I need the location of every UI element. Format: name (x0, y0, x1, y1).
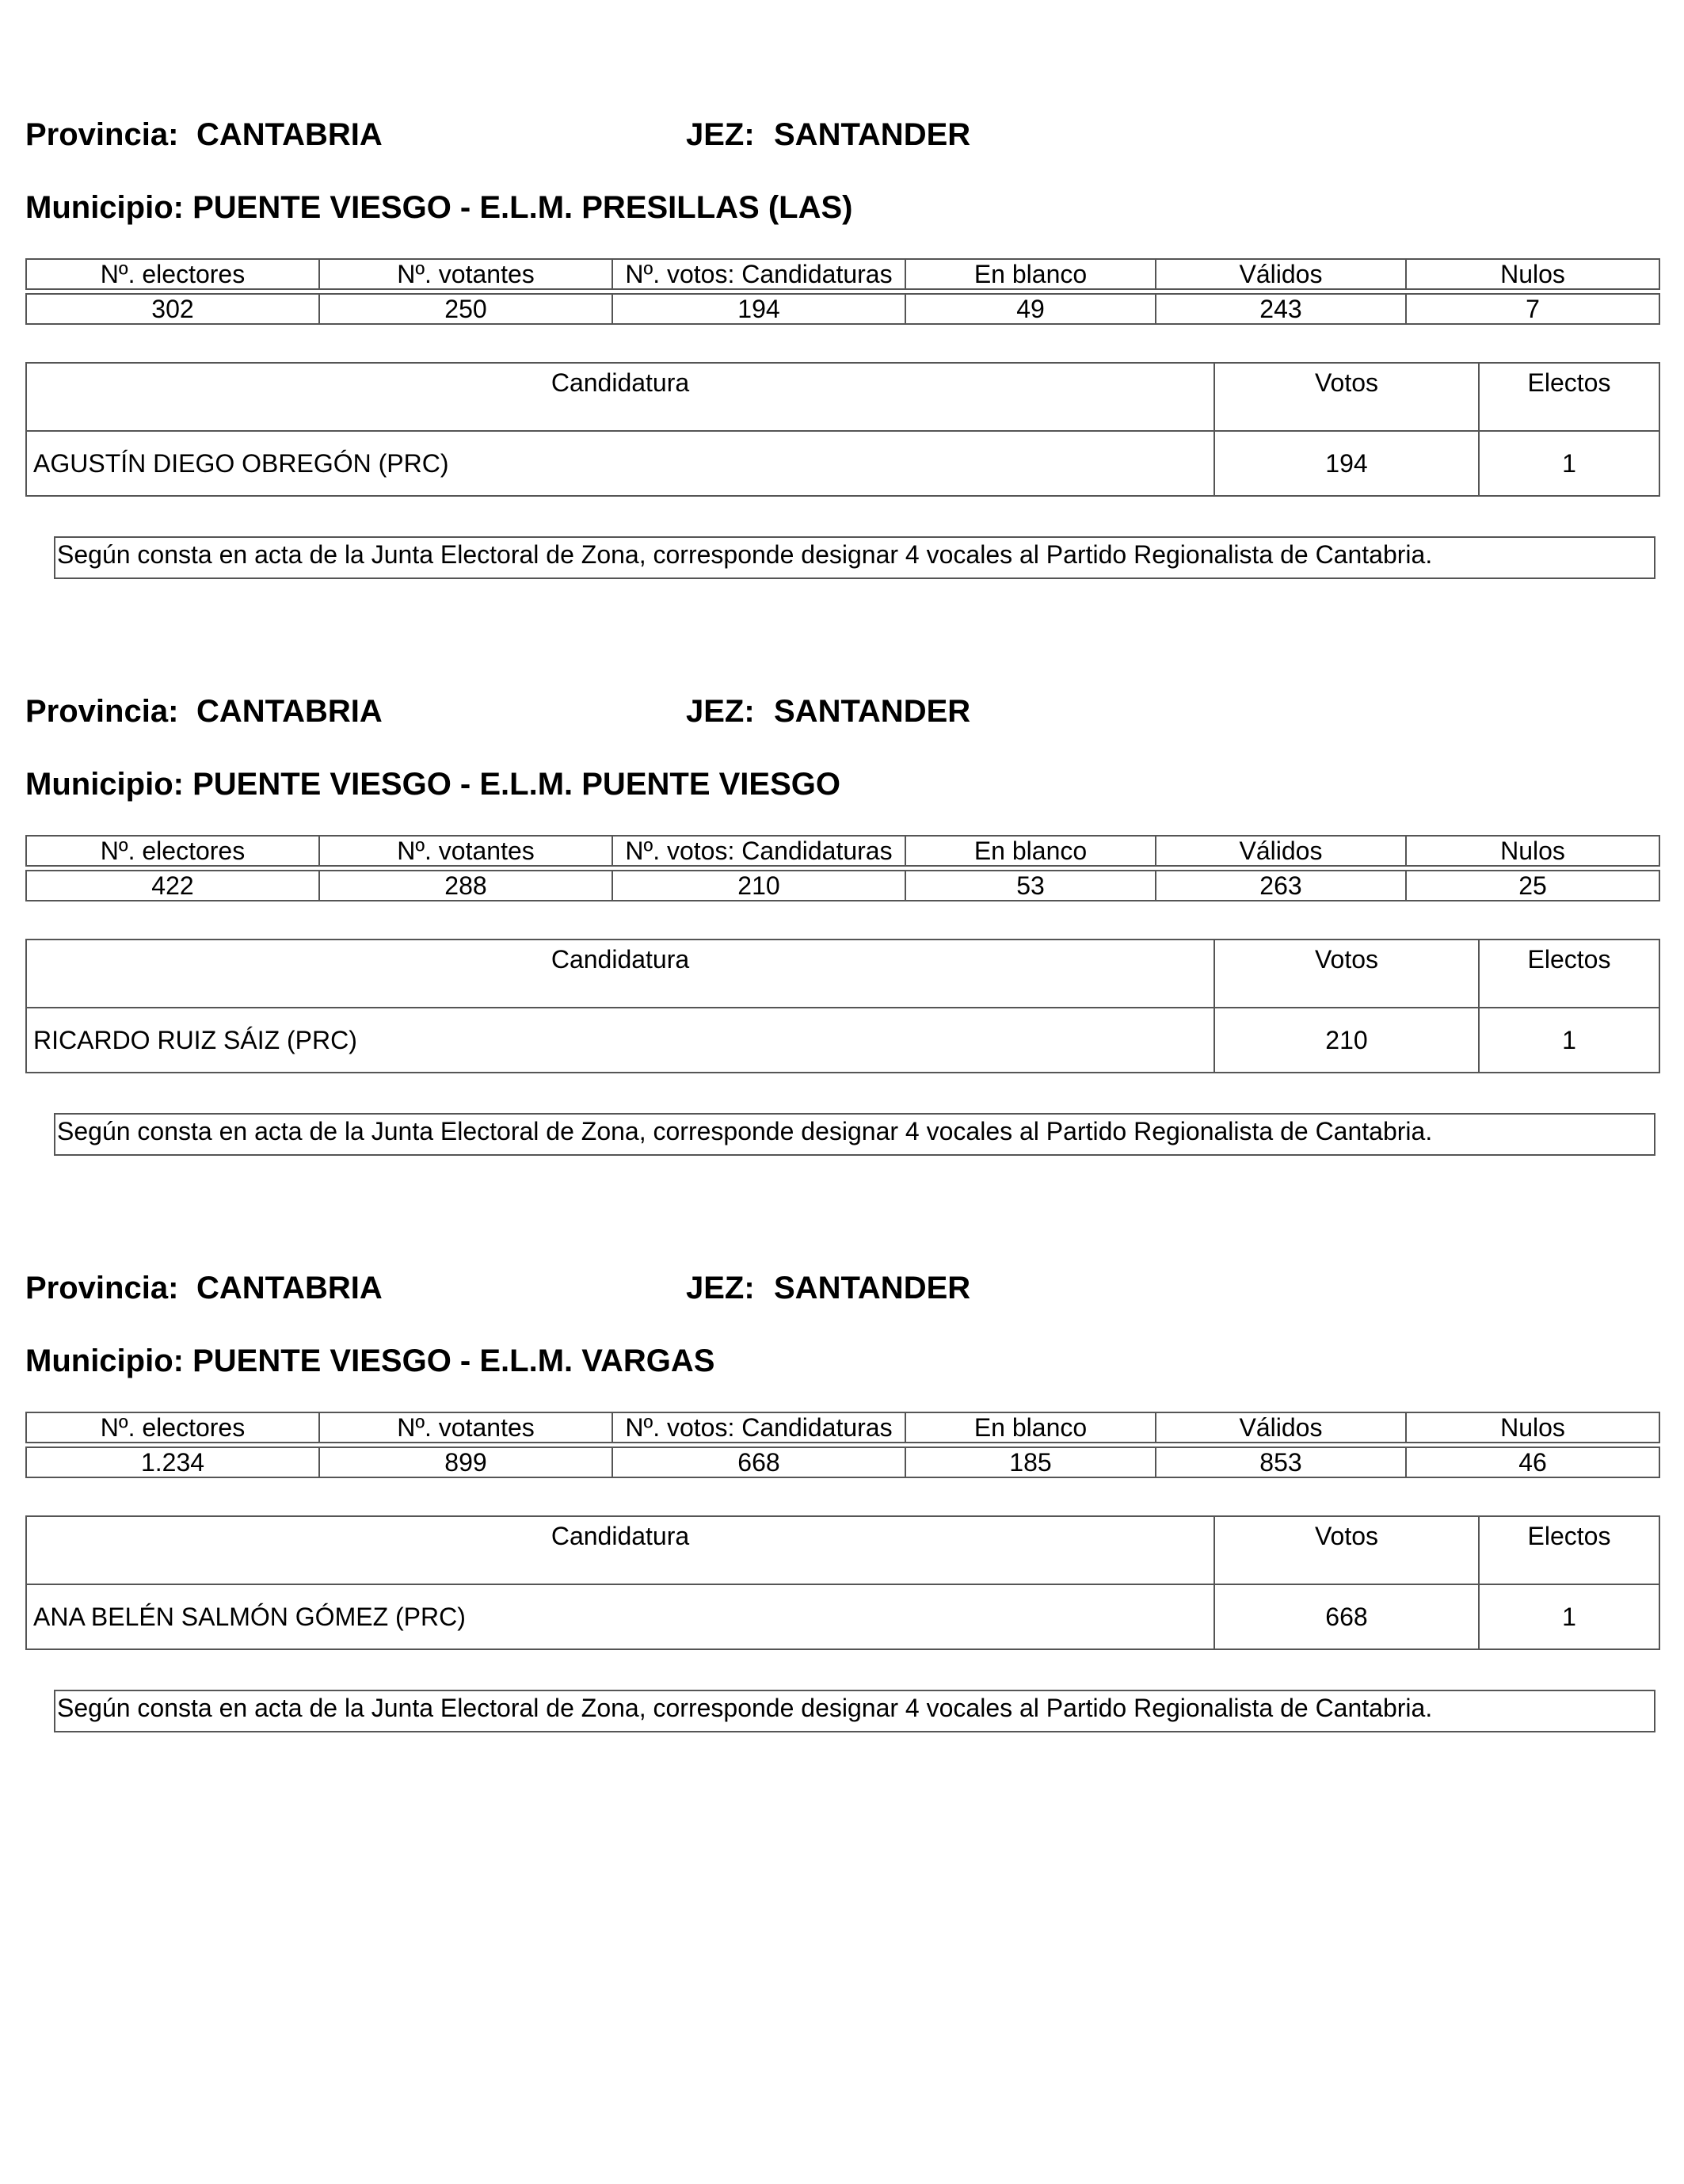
value-validos: 243 (1156, 294, 1406, 324)
header-electos: Electos (1479, 363, 1659, 431)
stats-table (25, 1412, 1660, 1478)
header-votos-candidaturas: Nº. votos: Candidaturas (612, 259, 905, 289)
jez-label: JEZ: (686, 117, 755, 152)
results-section (0, 0, 1684, 569)
header-votos-candidaturas: Nº. votos: Candidaturas (612, 836, 905, 866)
provincia-value: CANTABRIA (196, 694, 383, 729)
jez-value: SANTANDER (774, 117, 971, 152)
value-validos: 263 (1156, 871, 1406, 901)
header-votos-candidaturas: Nº. votos: Candidaturas (612, 1412, 905, 1443)
value-electores: 1.234 (26, 1447, 319, 1477)
value-nulos: 46 (1406, 1447, 1659, 1477)
candidatura-table (25, 362, 1660, 497)
value-votos-candidaturas: 194 (612, 294, 905, 324)
value-en-blanco: 53 (905, 871, 1156, 901)
header-votos: Votos (1214, 363, 1479, 431)
candidatura-electos: 1 (1479, 1008, 1659, 1073)
value-nulos: 7 (1406, 294, 1659, 324)
table-row (26, 1008, 1659, 1073)
value-electores: 302 (26, 294, 319, 324)
header-electores: Nº. electores (26, 259, 319, 289)
jez-label: JEZ: (686, 1271, 755, 1305)
acta-note: Según consta en acta de la Junta Electoral de Zona, corresponde designar 4 vocales al Partido Regionalista de Cantabria. (54, 1113, 1655, 1156)
value-nulos: 25 (1406, 871, 1659, 901)
table-row (26, 1584, 1659, 1649)
header-en-blanco: En blanco (905, 836, 1156, 866)
header-votantes: Nº. votantes (319, 836, 612, 866)
value-votos-candidaturas: 668 (612, 1447, 905, 1477)
jez-label: JEZ: (686, 694, 755, 729)
value-validos: 853 (1156, 1447, 1406, 1477)
header-electores: Nº. electores (26, 836, 319, 866)
header-candidatura: Candidatura (26, 1516, 1214, 1584)
municipio-title: Municipio: PUENTE VIESGO - E.L.M. PUENTE VIESGO (25, 767, 840, 802)
provincia-label: Provincia: (25, 117, 179, 152)
stats-value-row (26, 871, 1659, 901)
header-votantes: Nº. votantes (319, 259, 612, 289)
jez-value: SANTANDER (774, 1271, 971, 1305)
header-electos: Electos (1479, 940, 1659, 1008)
value-votantes: 288 (319, 871, 612, 901)
header-validos: Válidos (1156, 259, 1406, 289)
stats-value-row (26, 294, 1659, 324)
provincia-label: Provincia: (25, 694, 179, 729)
value-electores: 422 (26, 871, 319, 901)
header-votos: Votos (1214, 940, 1479, 1008)
header-electores: Nº. electores (26, 1412, 319, 1443)
provincia-value: CANTABRIA (196, 117, 383, 152)
candidatura-header-row (26, 940, 1659, 1008)
table-row (26, 431, 1659, 496)
municipio-title: Municipio: PUENTE VIESGO - E.L.M. PRESILLAS (LAS) (25, 190, 853, 225)
candidatura-name: AGUSTÍN DIEGO OBREGÓN (PRC) (26, 431, 1214, 496)
stats-header-row (26, 1412, 1659, 1443)
header-validos: Válidos (1156, 1412, 1406, 1443)
value-en-blanco: 49 (905, 294, 1156, 324)
candidatura-electos: 1 (1479, 1584, 1659, 1649)
jez-value: SANTANDER (774, 694, 971, 729)
municipio-title: Municipio: PUENTE VIESGO - E.L.M. VARGAS (25, 1344, 715, 1378)
header-candidatura: Candidatura (26, 940, 1214, 1008)
candidatura-votos: 668 (1214, 1584, 1479, 1649)
header-nulos: Nulos (1406, 1412, 1659, 1443)
header-electos: Electos (1479, 1516, 1659, 1584)
candidatura-header-row (26, 1516, 1659, 1584)
candidatura-name: RICARDO RUIZ SÁIZ (PRC) (26, 1008, 1214, 1073)
candidatura-header-row (26, 363, 1659, 431)
stats-table (25, 258, 1660, 325)
stats-value-row (26, 1447, 1659, 1477)
provincia-value: CANTABRIA (196, 1271, 383, 1305)
value-votos-candidaturas: 210 (612, 871, 905, 901)
acta-note: Según consta en acta de la Junta Electoral de Zona, corresponde designar 4 vocales al Partido Regionalista de Cantabria. (54, 536, 1655, 579)
header-nulos: Nulos (1406, 836, 1659, 866)
header-validos: Válidos (1156, 836, 1406, 866)
candidatura-votos: 210 (1214, 1008, 1479, 1073)
results-section (0, 577, 1684, 1145)
candidatura-electos: 1 (1479, 431, 1659, 496)
header-votos: Votos (1214, 1516, 1479, 1584)
provincia-label: Provincia: (25, 1271, 179, 1305)
results-section (0, 1153, 1684, 1722)
candidatura-table (25, 939, 1660, 1073)
value-votantes: 250 (319, 294, 612, 324)
candidatura-table (25, 1515, 1660, 1650)
header-en-blanco: En blanco (905, 259, 1156, 289)
header-nulos: Nulos (1406, 259, 1659, 289)
header-en-blanco: En blanco (905, 1412, 1156, 1443)
acta-note: Según consta en acta de la Junta Electoral de Zona, corresponde designar 4 vocales al Partido Regionalista de Cantabria. (54, 1690, 1655, 1732)
candidatura-votos: 194 (1214, 431, 1479, 496)
stats-header-row (26, 836, 1659, 866)
stats-table (25, 835, 1660, 901)
stats-header-row (26, 259, 1659, 289)
value-en-blanco: 185 (905, 1447, 1156, 1477)
header-candidatura: Candidatura (26, 363, 1214, 431)
candidatura-name: ANA BELÉN SALMÓN GÓMEZ (PRC) (26, 1584, 1214, 1649)
value-votantes: 899 (319, 1447, 612, 1477)
header-votantes: Nº. votantes (319, 1412, 612, 1443)
